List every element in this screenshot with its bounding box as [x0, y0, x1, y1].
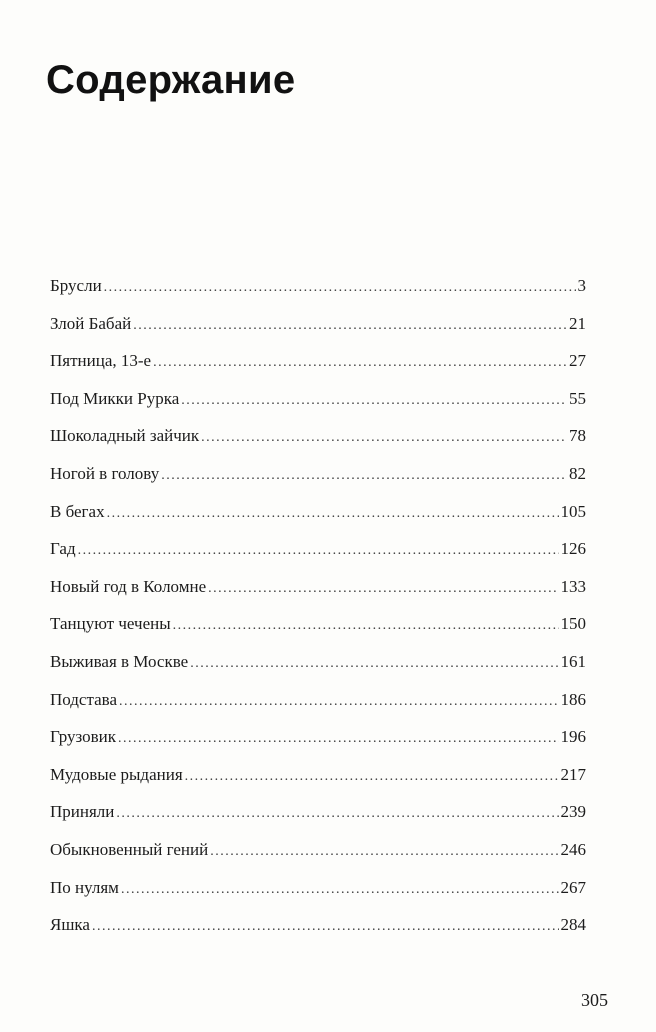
dot-leader	[119, 694, 558, 710]
dot-leader	[181, 393, 567, 409]
toc-entry-page: 82	[569, 463, 586, 483]
toc-entry-page: 105	[560, 501, 586, 521]
toc-entry-page: 133	[560, 576, 586, 596]
dot-leader	[107, 506, 559, 522]
dot-leader	[173, 618, 559, 634]
toc-entry-page: 55	[569, 388, 586, 408]
toc-entry-page: 21	[569, 313, 586, 333]
toc-entry-title: В бегах	[50, 501, 105, 521]
dot-leader	[210, 844, 558, 860]
toc-entry	[50, 802, 586, 840]
toc-entry-title: Шоколадный зайчик	[50, 426, 200, 446]
page-title: Содержание	[46, 58, 296, 102]
toc-entry	[50, 464, 586, 502]
toc-entry-page: 217	[560, 764, 586, 784]
toc-entry-page: 284	[560, 915, 586, 935]
toc-entry	[50, 727, 586, 765]
toc-entry-page: 196	[560, 727, 586, 747]
toc-entry-page: 150	[560, 614, 586, 634]
toc-entry	[50, 502, 586, 540]
dot-leader	[118, 731, 558, 747]
toc-entry-title: Грузовик	[50, 727, 117, 747]
toc-entry-page: 126	[560, 539, 586, 559]
toc-entry-title: Пятница, 13-е	[50, 351, 152, 371]
toc-entry-page: 267	[560, 877, 586, 897]
toc-entry-title: Гад	[50, 539, 76, 559]
dot-leader	[153, 355, 567, 371]
toc-entry-page: 246	[560, 839, 586, 859]
toc-entry-page: 78	[569, 426, 586, 446]
toc-entry	[50, 915, 586, 953]
dot-leader	[92, 919, 559, 935]
dot-leader	[161, 468, 567, 484]
toc-entry-page: 27	[569, 351, 586, 371]
toc-entry	[50, 276, 586, 314]
toc-entry-title: Ногой в голову	[50, 463, 160, 483]
toc-entry	[50, 690, 586, 728]
toc-entry-page: 186	[560, 689, 586, 709]
toc-entry-page: 239	[560, 802, 586, 822]
toc-entry-title: Обыкновенный гений	[50, 839, 209, 859]
toc-entry	[50, 389, 586, 427]
toc-entry-title: Брусли	[50, 276, 102, 295]
dot-leader	[208, 581, 558, 597]
dot-leader	[185, 769, 559, 785]
toc-entry	[50, 426, 586, 464]
toc-entry	[50, 765, 586, 803]
toc-entry	[50, 840, 586, 878]
toc-entry-page: 161	[560, 651, 586, 671]
toc-entry	[50, 314, 586, 352]
toc-entry	[50, 577, 586, 615]
table-of-contents	[50, 276, 586, 953]
toc-entry-title: Мудовые рыдания	[50, 764, 183, 784]
page-number: 305	[581, 990, 608, 1010]
dot-leader	[133, 318, 567, 334]
dot-leader	[116, 806, 558, 822]
toc-entry-title: Новый год в Коломне	[50, 576, 207, 596]
toc-entry	[50, 614, 586, 652]
toc-entry-page: 3	[577, 276, 586, 295]
toc-entry	[50, 878, 586, 916]
dot-leader	[78, 543, 559, 559]
toc-entry-title: Злой Бабай	[50, 313, 132, 333]
toc-entry	[50, 652, 586, 690]
toc-entry-title: Приняли	[50, 802, 115, 822]
toc-entry-title: Выживая в Москве	[50, 651, 189, 671]
dot-leader	[104, 280, 576, 296]
dot-leader	[201, 430, 567, 446]
dot-leader	[121, 882, 559, 898]
toc-entry-title: По нулям	[50, 877, 119, 897]
toc-entry-title: Яшка	[50, 915, 90, 935]
toc-entry-title: Танцуют чечены	[50, 614, 171, 634]
toc-entry	[50, 351, 586, 389]
toc-entry	[50, 539, 586, 577]
dot-leader	[190, 656, 558, 672]
toc-entry-title: Подстава	[50, 689, 118, 709]
toc-entry-title: Под Микки Рурка	[50, 388, 180, 408]
